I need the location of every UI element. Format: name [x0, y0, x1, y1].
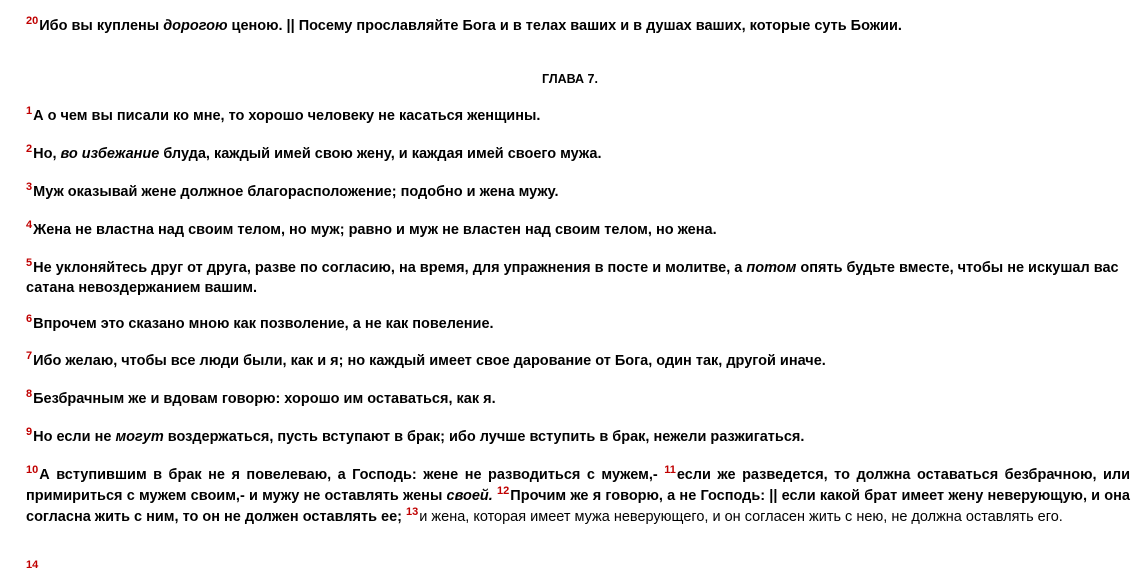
verse-20	[26, 16, 1130, 36]
verse-14-partial	[26, 560, 1130, 580]
verse-number: 9	[26, 426, 33, 438]
verse-number: 7	[26, 350, 33, 362]
chapter-heading: ГЛАВА 7.	[542, 72, 598, 86]
verse-number: 2	[26, 143, 33, 155]
verse-number: 5	[26, 257, 33, 269]
verse-number: 3	[26, 181, 33, 193]
verse-9	[26, 427, 1130, 447]
verse-text: Жена не властна над своим телом, но муж; равно и муж не властен над своим телом, но жена.	[33, 222, 717, 238]
verse-number: 6	[26, 313, 33, 325]
verse-italic-text: своей.	[446, 488, 493, 504]
verse-1	[26, 106, 1130, 126]
verse-text: блуда, каждый имей свою жену, и каждая имей своего мужа.	[159, 146, 602, 162]
verse-number: 10	[26, 464, 39, 476]
verse-text: и жена, которая имеет мужа неверующего, и он согласен жить с нею, не должна оставлять его.	[419, 509, 1063, 525]
verse-italic-text: дорогою	[163, 18, 228, 34]
verse-number: 4	[26, 219, 33, 231]
verse-7	[26, 351, 1130, 371]
verse-text: Но,	[33, 146, 61, 162]
verse-number: 12	[497, 485, 510, 497]
verse-text: Не уклоняйтесь друг от друга, разве по согласию, на время, для упражнения в посте и молитве, а	[33, 260, 747, 276]
verse-3	[26, 182, 1130, 202]
verse-5	[26, 258, 1130, 298]
verse-number: 20	[26, 15, 39, 27]
verse-10-13-paragraph	[26, 465, 1130, 528]
verse-text: опять будьте вместе, чтобы не искушал вас сатана невоздержанием вашим.	[26, 260, 1119, 296]
verse-4	[26, 220, 1130, 240]
verse-text: Но если не	[33, 429, 116, 445]
verse-number: 11	[664, 464, 676, 476]
verse-italic-text: потом	[746, 260, 797, 276]
verse-text: если же разведется, то должна оставаться безбрачною, или примириться с мужем своим,- и мужу не оставлять жены	[26, 467, 1131, 504]
verse-text: Ибо вы куплены	[39, 18, 164, 34]
verse-text: Впрочем это сказано мною как позволение, а не как повеление.	[33, 316, 494, 332]
verse-text: воздержаться, пусть вступают в брак; ибо лучше вступить в брак, нежели разжигаться.	[163, 429, 805, 445]
verse-8	[26, 389, 1130, 409]
verse-italic-text: во избежание	[60, 146, 160, 162]
verse-text: А вступившим в брак не я повелеваю, а Господь: жене не разводиться с мужем,-	[39, 467, 658, 483]
verse-number: 8	[26, 388, 33, 400]
verse-text: А о чем вы писали ко мне, то хорошо человеку не касаться женщины.	[33, 108, 541, 124]
verse-6	[26, 314, 1130, 334]
verse-text: Прочим же я говорю, а не Господь: || если какой брат имеет жену неверующую, и она согласна жить с ним, то он не должен оставлять ее;	[26, 488, 1130, 525]
verse-text: Безбрачным же и вдовам говорю: хорошо им оставаться, как я.	[33, 391, 496, 407]
verse-number: 13	[406, 506, 419, 518]
verse-text: Муж оказывай жене должное благорасположение; подобно и жена мужу.	[33, 184, 559, 200]
verse-italic-text: могут	[115, 429, 164, 445]
verse-number: 14	[26, 559, 39, 571]
verse-text: Ибо желаю, чтобы все люди были, как и я; но каждый имеет свое дарование от Бога, один так, другой иначе.	[33, 353, 826, 369]
verse-number: 1	[26, 105, 33, 117]
verse-text: ценою. || Посему прославляйте Бога и в телах ваших и в душах ваших, которые суть Божии.	[227, 18, 902, 34]
verse-2	[26, 144, 1130, 164]
